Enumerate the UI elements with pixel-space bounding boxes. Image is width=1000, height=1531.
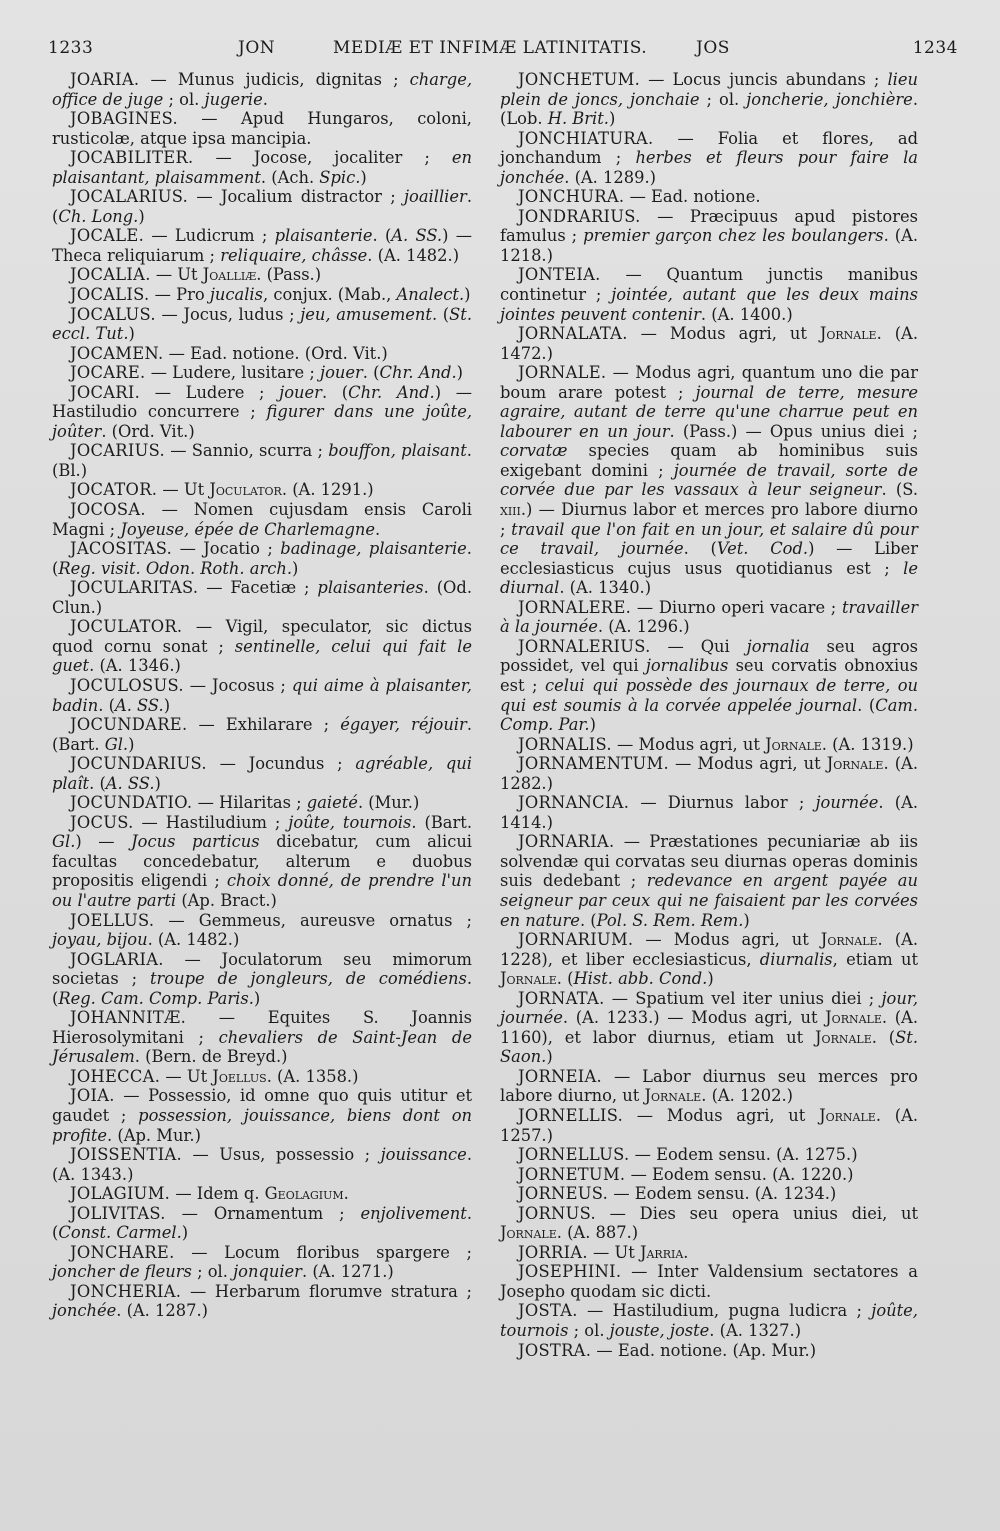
entry-headword: JOIA. bbox=[70, 1086, 115, 1106]
entry-definition: — Equites S. Joannis Hierosolymitani ; chevaliers de Saint-Jean de Jérusalem. (Bern. de Breyd.) bbox=[52, 1008, 472, 1067]
entry-headword: JOCUNDARE. bbox=[70, 715, 188, 735]
entry-headword: JONCHETUM. bbox=[518, 70, 641, 89]
dictionary-entry bbox=[500, 1341, 918, 1361]
dictionary-entry bbox=[52, 70, 472, 109]
dictionary-entry bbox=[500, 324, 918, 363]
entry-definition: — Modus agri, ut Jornale. (A. 1472.) bbox=[500, 324, 918, 363]
dictionary-entry bbox=[52, 187, 472, 226]
entry-headword: JORRIA. bbox=[518, 1242, 588, 1262]
dictionary-entry bbox=[500, 1301, 918, 1340]
entry-headword: JOCARIUS. bbox=[70, 441, 165, 461]
dictionary-entry bbox=[52, 1184, 472, 1204]
entry-definition: — Facetiæ ; plaisanteries. (Od. Clun.) bbox=[52, 578, 472, 617]
entry-definition: — Ut Jarria. bbox=[587, 1242, 689, 1262]
entry-definition: — Eodem sensu. (A. 1275.) bbox=[629, 1145, 858, 1165]
entry-headword: JOCARI. bbox=[70, 382, 141, 402]
entry-definition: — Idem q. Geolagium. bbox=[170, 1184, 349, 1204]
entry-headword: JOCULARITAS. bbox=[70, 578, 199, 598]
entry-definition: — Præstationes pecuniariæ ab iis solvendæ qui corvatas seu diurnas operas dominis suis dedebant ; redevance en argent payée au seigneur par ceux qui ne faisaient par les corvées en nature. (Pol. S. Rem. Rem.) bbox=[500, 832, 919, 930]
dictionary-entry bbox=[52, 754, 472, 793]
entry-headword: JORNAMENTUM. bbox=[518, 754, 669, 774]
entry-definition: — Joculatorum seu mimorum societas ; troupe de jongleurs, de comédiens. (Reg. Cam. Comp. Paris.) bbox=[52, 949, 472, 1008]
dictionary-entry bbox=[52, 1282, 472, 1321]
dictionary-entry bbox=[500, 832, 918, 930]
right-column bbox=[500, 70, 918, 1360]
entry-definition: — Pro jucalis, conjux. (Mab., Analect.) bbox=[149, 285, 471, 305]
entry-definition: — Præcipuus apud pistores famulus ; premier garçon chez les boulangers. (A. 1218.) bbox=[500, 206, 919, 265]
dictionary-entry bbox=[52, 911, 472, 950]
entry-headword: JOCULOSUS. bbox=[70, 675, 184, 695]
entry-headword: JOCUS. bbox=[70, 812, 134, 832]
entry-definition: — Sannio, scurra ; bouffon, plaisant. (Bl.) bbox=[52, 441, 472, 480]
entry-headword: JORNATA. bbox=[518, 988, 605, 1008]
entry-headword: JOSTRA. bbox=[518, 1340, 592, 1360]
entry-definition: — Qui jornalia seu agros possidet, vel qui jornalibus seu corvatis obnoxius est ; celui qui possède des journaux de terre, ou qui est soumis à la corvée appelée journal. (Cam. Comp. Par.) bbox=[500, 636, 919, 735]
dictionary-entry bbox=[52, 285, 472, 305]
dictionary-entry bbox=[52, 950, 472, 1009]
entry-headword: JORNALERE. bbox=[518, 597, 632, 617]
entry-headword: JORNETUM. bbox=[518, 1164, 626, 1184]
entry-definition: — Locum floribus spargere ; joncher de fleurs ; ol. jonquier. (A. 1271.) bbox=[52, 1242, 472, 1282]
entry-headword: JOARIA. bbox=[70, 70, 140, 89]
dictionary-entry bbox=[500, 598, 918, 637]
entry-definition: — Ut Joculator. (A. 1291.) bbox=[157, 480, 374, 500]
dictionary-entry bbox=[500, 1165, 918, 1185]
entry-definition: — Jocus, ludus ; jeu, amusement. (St. eccl. Tut.) bbox=[52, 304, 472, 344]
entry-headword: JOCABILITER. bbox=[70, 148, 194, 168]
guide-word-left: JON bbox=[238, 38, 276, 58]
page-number-right: 1234 bbox=[912, 38, 958, 58]
entry-headword: JOLIVITAS. bbox=[70, 1203, 166, 1223]
entry-headword: JOCALIA. bbox=[70, 265, 151, 285]
entry-definition: — Vigil, speculator, sic dictus quod cornu sonat ; sentinelle, celui qui fait le guet. (A. 1346.) bbox=[52, 617, 472, 676]
entry-definition: — Inter Valdensium sectatores a Josepho quodam sic dicti. bbox=[500, 1262, 918, 1301]
dictionary-entry bbox=[52, 793, 472, 813]
entry-definition: — Modus agri, quantum uno die par boum arare potest ; journal de terre, mesure agraire, autant de terre qu'une charrue peut en labourer en un jour. (Pass.) — Opus unius diei ; corvatæ species quam ab hominibus suis exigebant domini ; journée de travail, sorte de corvée due par les vassaux à leur seigneur. (S. xiii.) — Diurnus labor et merces pro labore diurno ; travail que l'on fait en un jour, et salaire dû pour ce travail, journée. (Vet. Cod.) — Liber ecclesiasticus cujus usus quotidianus est ; le diurnal. (A. 1340.) bbox=[500, 363, 919, 598]
dictionary-entry bbox=[52, 305, 472, 344]
entry-headword: JOCOSA. bbox=[70, 500, 146, 520]
entry-headword: JOCALE. bbox=[70, 226, 145, 246]
left-column bbox=[52, 70, 472, 1321]
entry-headword: JONCHURA. bbox=[518, 187, 625, 207]
entry-headword: JOGLARIA. bbox=[70, 949, 164, 969]
dictionary-entry bbox=[52, 539, 472, 578]
entry-headword: JORNEIA. bbox=[518, 1066, 603, 1086]
entry-headword: JOBAGINES. bbox=[70, 109, 178, 129]
dictionary-entry bbox=[500, 1184, 918, 1204]
entry-definition: — Ead. notione. (Ord. Vit.) bbox=[163, 343, 388, 363]
entry-definition: — Hilaritas ; gaieté. (Mur.) bbox=[192, 793, 420, 813]
dictionary-entry bbox=[52, 578, 472, 617]
entry-definition: — Ut Joellus. (A. 1358.) bbox=[160, 1066, 359, 1086]
dictionary-entry bbox=[52, 109, 472, 148]
entry-headword: JORNALE. bbox=[518, 363, 607, 383]
dictionary-entry bbox=[500, 363, 918, 598]
entry-headword: JOSEPHINI. bbox=[518, 1262, 622, 1282]
entry-definition: — Jocalium distractor ; joaillier. (Ch. Long.) bbox=[52, 187, 472, 226]
entry-definition: — Hastiludium, pugna ludicra ; joûte, tournois ; ol. jouste, joste. (A. 1327.) bbox=[500, 1301, 918, 1340]
entry-definition: — Ludere ; jouer. (Chr. And.) — Hastiludio concurrere ; figurer dans une joûte, joûter. (Ord. Vit.) bbox=[52, 382, 473, 441]
dictionary-entry bbox=[500, 1145, 918, 1165]
entry-headword: JONCHARE. bbox=[70, 1242, 175, 1262]
dictionary-entry bbox=[52, 148, 472, 187]
running-title: MEDIÆ ET INFIMÆ LATINITATIS. bbox=[333, 38, 648, 58]
entry-headword: JORNALATA. bbox=[518, 324, 628, 344]
dictionary-entry bbox=[52, 1086, 472, 1145]
entry-definition: — Apud Hungaros, coloni, rusticolæ, atque ipsa mancipia. bbox=[52, 109, 472, 148]
dictionary-entry bbox=[500, 637, 918, 735]
entry-definition: — Modus agri, ut Jornale. (A. 1282.) bbox=[500, 754, 918, 793]
entry-definition: — Eodem sensu. (A. 1220.) bbox=[625, 1164, 854, 1184]
dictionary-entry bbox=[52, 383, 472, 442]
page-header bbox=[48, 38, 958, 64]
dictionary-entry bbox=[52, 1067, 472, 1087]
dictionary-entry bbox=[500, 1262, 918, 1301]
entry-definition: — Modus agri, ut Jornale. (A. 1319.) bbox=[611, 734, 914, 754]
entry-headword: JOCULATOR. bbox=[70, 617, 183, 637]
dictionary-entry bbox=[500, 930, 918, 989]
entry-definition: — Exhilarare ; égayer, réjouir. (Bart. Gl.) bbox=[52, 715, 472, 754]
entry-headword: JACOSITAS. bbox=[70, 539, 173, 559]
entry-headword: JOCATOR. bbox=[70, 480, 158, 500]
entry-definition: — Ornamentum ; enjolivement. (Const. Carmel.) bbox=[52, 1203, 472, 1243]
dictionary-entry bbox=[500, 70, 918, 129]
dictionary-entry bbox=[500, 1243, 918, 1263]
dictionary-entry bbox=[500, 1067, 918, 1106]
dictionary-entry bbox=[52, 1204, 472, 1243]
entry-definition: — Eodem sensu. (A. 1234.) bbox=[608, 1184, 837, 1204]
entry-headword: JORNALERIUS. bbox=[518, 636, 651, 656]
entry-definition: — Ludere, lusitare ; jouer. (Chr. And.) bbox=[145, 363, 463, 383]
dictionary-entry bbox=[500, 1204, 918, 1243]
entry-headword: JOHANNITÆ. bbox=[70, 1008, 187, 1028]
entry-headword: JONDRARIUS. bbox=[518, 206, 641, 226]
entry-definition: — Ead. notione. bbox=[624, 187, 761, 207]
entry-definition: — Jocundus ; agréable, qui plaît. (A. SS.) bbox=[52, 754, 473, 793]
dictionary-entry bbox=[52, 226, 472, 265]
entry-definition: — Hastiludium ; joûte, tournois. (Bart. Gl.) — Jocus particus dicebatur, cum alicui facultas concedebatur, alterum e duobus propositis eligendi ; choix donné, de prendre l'un ou l'autre parti (Ap. Bract.) bbox=[52, 812, 473, 910]
entry-definition: — Dies seu opera unius diei, ut Jornale. (A. 887.) bbox=[500, 1203, 918, 1243]
entry-headword: JOELLUS. bbox=[70, 910, 155, 930]
entry-headword: JOCALIS. bbox=[70, 285, 150, 305]
dictionary-entry bbox=[500, 793, 918, 832]
dictionary-entry bbox=[52, 617, 472, 676]
entry-definition: — Diurnus labor ; journée. (A. 1414.) bbox=[500, 793, 918, 832]
entry-definition: — Nomen cujusdam ensis Caroli Magni ; Joyeuse, épée de Charlemagne. bbox=[52, 500, 472, 539]
dictionary-entry bbox=[52, 1008, 472, 1067]
entry-definition: — Jocose, jocaliter ; en plaisantant, plaisamment. (Ach. Spic.) bbox=[52, 148, 472, 187]
entry-definition: — Locus juncis abundans ; lieu plein de joncs, jonchaie ; ol. joncherie, jonchière. (Lob. H. Brit.) bbox=[500, 70, 918, 129]
entry-headword: JOCARE. bbox=[70, 363, 146, 383]
entry-headword: JORNALIS. bbox=[518, 734, 612, 754]
dictionary-entry bbox=[500, 129, 918, 188]
entry-definition: — Usus, possessio ; jouissance. (A. 1343.) bbox=[52, 1145, 472, 1184]
entry-definition: — Munus judicis, dignitas ; charge, office de juge ; ol. jugerie. bbox=[52, 70, 472, 109]
entry-headword: JORNANCIA. bbox=[518, 793, 630, 813]
entry-headword: JOSTA. bbox=[518, 1301, 578, 1321]
entry-definition: — Diurno operi vacare ; travailler à la journée. (A. 1296.) bbox=[500, 597, 918, 637]
dictionary-entry bbox=[52, 813, 472, 911]
dictionary-entry bbox=[500, 1106, 918, 1145]
entry-definition: — Jocatio ; badinage, plaisanterie. (Reg. visit. Odon. Roth. arch.) bbox=[52, 539, 472, 578]
dictionary-entry bbox=[500, 735, 918, 755]
dictionary-entry bbox=[52, 344, 472, 364]
entry-headword: JORNEUS. bbox=[518, 1184, 609, 1204]
dictionary-entry bbox=[500, 754, 918, 793]
dictionary-entry bbox=[52, 480, 472, 500]
entry-headword: JORNARIUM. bbox=[518, 930, 634, 950]
dictionary-entry bbox=[500, 187, 918, 207]
entry-headword: JOLAGIUM. bbox=[70, 1184, 171, 1204]
dictionary-entry bbox=[52, 265, 472, 285]
entry-headword: JONTEIA. bbox=[518, 265, 601, 285]
entry-definition: — Folia et flores, ad jonchandum ; herbes et fleurs pour faire la jonchée. (A. 1289.) bbox=[500, 128, 918, 187]
dictionary-entry bbox=[52, 1243, 472, 1282]
dictionary-entry bbox=[52, 1145, 472, 1184]
entry-definition: — Quantum junctis manibus continetur ; jointée, autant que les deux mains jointes peuvent contenir. (A. 1400.) bbox=[500, 265, 918, 324]
entry-headword: JORNELLUS. bbox=[518, 1145, 630, 1165]
entry-definition: — Modus agri, ut Jornale. (A. 1228), et liber ecclesiasticus, diurnalis, etiam ut Jornale. (Hist. abb. Cond.) bbox=[500, 930, 919, 989]
dictionary-entry bbox=[500, 207, 918, 266]
entry-definition: — Possessio, id omne quo quis utitur et gaudet ; possession, jouissance, biens dont on profite. (Ap. Mur.) bbox=[52, 1086, 472, 1145]
dictionary-entry bbox=[52, 363, 472, 383]
entry-headword: JOCALUS. bbox=[70, 304, 156, 324]
entry-definition: — Ead. notione. (Ap. Mur.) bbox=[591, 1340, 817, 1360]
entry-definition: — Jocosus ; qui aime à plaisanter, badin. (A. SS.) bbox=[52, 675, 472, 715]
entry-definition: — Ut Joalliæ. (Pass.) bbox=[150, 265, 322, 285]
entry-definition: — Gemmeus, aureusve ornatus ; joyau, bijou. (A. 1482.) bbox=[52, 910, 472, 950]
entry-definition: — Spatium vel iter unius diei ; jour, journée. (A. 1233.) — Modus agri, ut Jornale. (A. 1160), et labor diurnus, etiam ut Jornale. (St. Saon.) bbox=[500, 988, 919, 1067]
entry-definition: — Modus agri, ut Jornale. (A. 1257.) bbox=[500, 1105, 919, 1145]
entry-headword: JONCHERIA. bbox=[70, 1281, 182, 1301]
page-number-left: 1233 bbox=[48, 38, 94, 58]
entry-headword: JOCUNDATIO. bbox=[70, 793, 193, 813]
entry-definition: — Labor diurnus seu merces pro labore diurno, ut Jornale. (A. 1202.) bbox=[500, 1066, 918, 1106]
guide-word-right: JOS bbox=[696, 38, 730, 58]
entry-headword: JORNELLIS. bbox=[518, 1105, 624, 1125]
dictionary-entry bbox=[52, 500, 472, 539]
dictionary-entry bbox=[52, 441, 472, 480]
entry-headword: JORNUS. bbox=[518, 1203, 596, 1223]
dictionary-entry bbox=[500, 989, 918, 1067]
dictionary-entry bbox=[52, 715, 472, 754]
dictionary-entry bbox=[52, 676, 472, 715]
entry-headword: JOCALARIUS. bbox=[70, 187, 189, 207]
entry-headword: JONCHIATURA. bbox=[518, 128, 654, 148]
entry-headword: JOCUNDARIUS. bbox=[70, 754, 207, 774]
dictionary-entry bbox=[500, 265, 918, 324]
entry-headword: JORNARIA. bbox=[518, 832, 615, 852]
entry-definition: — Ludicrum ; plaisanterie. (A. SS.) — Theca reliquiarum ; reliquaire, châsse. (A. 1482.) bbox=[52, 226, 472, 265]
entry-headword: JOISSENTIA. bbox=[70, 1145, 182, 1165]
entry-headword: JOHECCA. bbox=[70, 1066, 161, 1086]
entry-headword: JOCAMEN. bbox=[70, 343, 164, 363]
entry-definition: — Herbarum florumve stratura ; jonchée. (A. 1287.) bbox=[52, 1281, 472, 1321]
